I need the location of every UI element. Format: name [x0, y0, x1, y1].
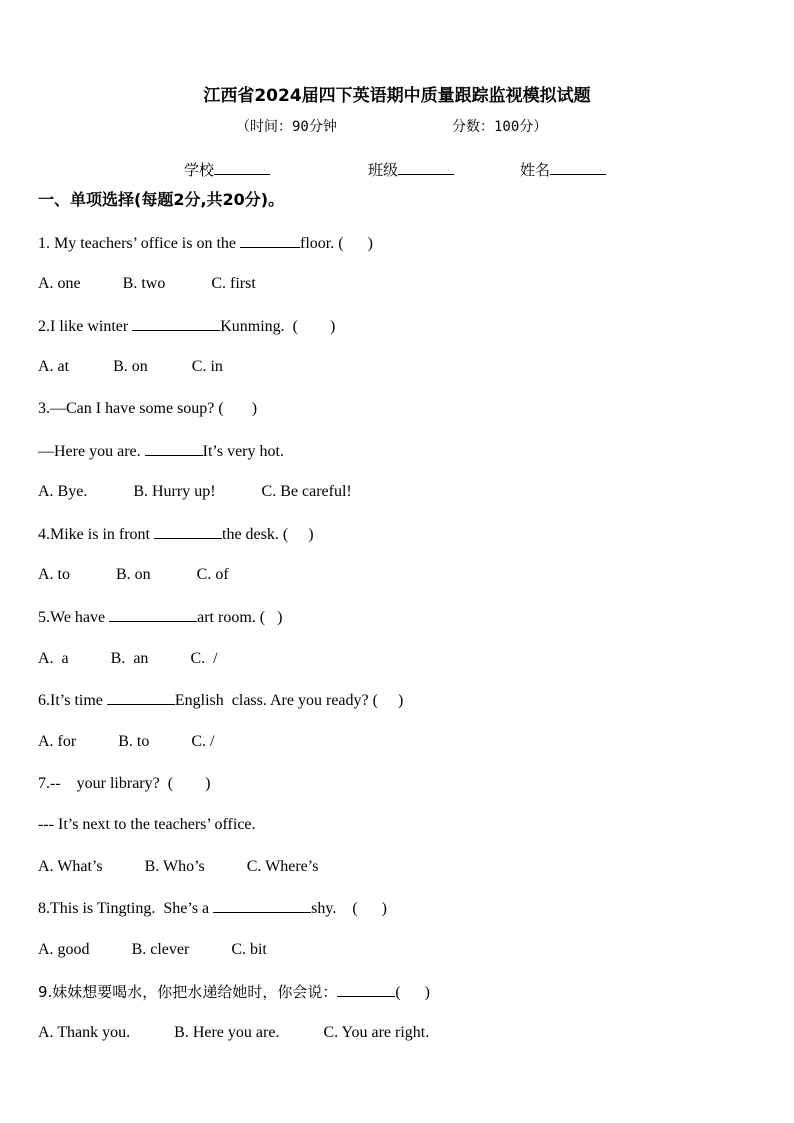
option-a[interactable]: A. one — [38, 275, 81, 292]
option-b[interactable]: B. clever — [131, 941, 190, 958]
question-4-stem: 4.Mike is in front the desk. ( ) — [38, 526, 314, 543]
option-a[interactable]: A. for — [38, 733, 77, 750]
page-title: 江西省2024届四下英语期中质量跟踪监视模拟试题 — [203, 86, 591, 106]
option-b[interactable]: B. Hurry up! — [133, 483, 216, 500]
option-b[interactable]: B. Here you are. — [174, 1024, 280, 1041]
class-field — [368, 160, 454, 180]
option-b[interactable]: B. on — [116, 566, 151, 583]
section-heading: 一、单项选择(每题2分,共20分)。 — [38, 190, 285, 209]
option-a[interactable]: A. to — [38, 566, 70, 583]
option-b[interactable]: B. an — [110, 650, 149, 667]
option-a[interactable]: A. a — [38, 650, 69, 667]
school-label: 学校 — [184, 161, 215, 179]
question-6-stem: 6.It’s time English class. Are you ready? ( ) — [38, 692, 404, 709]
answer-blank[interactable] — [337, 982, 395, 997]
option-c[interactable]: C. You are right. — [323, 1024, 430, 1041]
question-7-options — [38, 857, 318, 877]
question-9-stem: 9.妹妹想要喝水，你把水递给她时，你会说： ( ) — [38, 983, 430, 1001]
option-b[interactable]: B. to — [118, 733, 150, 750]
option-c[interactable]: C. Where’s — [246, 858, 319, 875]
question-8-options — [38, 940, 267, 960]
question-4-options — [38, 565, 229, 585]
name-label: 姓名 — [520, 161, 551, 179]
question-5-options — [38, 649, 218, 669]
answer-blank[interactable] — [145, 441, 203, 456]
answer-blank[interactable] — [213, 898, 311, 913]
option-a[interactable]: A. What’s — [38, 858, 103, 875]
question-7-dialogue: --- It’s next to the teachers’ office. — [38, 816, 256, 833]
answer-blank[interactable] — [240, 233, 300, 248]
option-c[interactable]: C. / — [191, 733, 215, 750]
question-3-dialogue: —Here you are. It’s very hot. — [38, 443, 284, 460]
option-c[interactable]: C. of — [196, 566, 229, 583]
option-c[interactable]: C. bit — [231, 941, 267, 958]
question-7-stem: 7.-- your library? ( ) — [38, 775, 211, 792]
option-c[interactable]: C. / — [190, 650, 218, 667]
option-a[interactable]: A. Bye. — [38, 483, 88, 500]
option-b[interactable]: B. Who’s — [144, 858, 205, 875]
answer-blank[interactable] — [154, 524, 222, 539]
question-2-options — [38, 357, 223, 377]
school-blank[interactable] — [214, 160, 270, 175]
question-3-stem: 3.—Can I have some soup? ( ) — [38, 400, 258, 417]
option-b[interactable]: B. on — [113, 358, 148, 375]
answer-blank[interactable] — [107, 690, 175, 705]
class-label: 班级 — [368, 161, 399, 179]
option-b[interactable]: B. two — [122, 275, 166, 292]
exam-time: （时间：90分钟 — [236, 119, 337, 135]
option-c[interactable]: C. Be careful! — [261, 483, 352, 500]
question-8-stem: 8.This is Tingting. She’s a shy. ( ) — [38, 900, 387, 917]
option-c[interactable]: C. in — [191, 358, 223, 375]
question-6-options — [38, 732, 214, 752]
question-3-options — [38, 482, 352, 502]
exam-score: 分数：100分） — [452, 119, 548, 135]
class-blank[interactable] — [398, 160, 454, 175]
question-2-stem: 2.I like winter Kunming. ( ) — [38, 318, 336, 335]
option-a[interactable]: A. at — [38, 358, 70, 375]
option-c[interactable]: C. first — [211, 275, 256, 292]
question-5-stem: 5.We have art room. ( ) — [38, 609, 283, 626]
option-a[interactable]: A. good — [38, 941, 90, 958]
name-field — [520, 160, 606, 180]
question-1-options — [38, 274, 256, 294]
answer-blank[interactable] — [109, 607, 197, 622]
school-field — [184, 160, 270, 180]
name-blank[interactable] — [550, 160, 606, 175]
question-9-options — [38, 1023, 429, 1043]
answer-blank[interactable] — [132, 316, 220, 331]
question-1-stem: 1. My teachers’ office is on the floor. ( ) — [38, 235, 373, 252]
option-a[interactable]: A. Thank you. — [38, 1024, 131, 1041]
